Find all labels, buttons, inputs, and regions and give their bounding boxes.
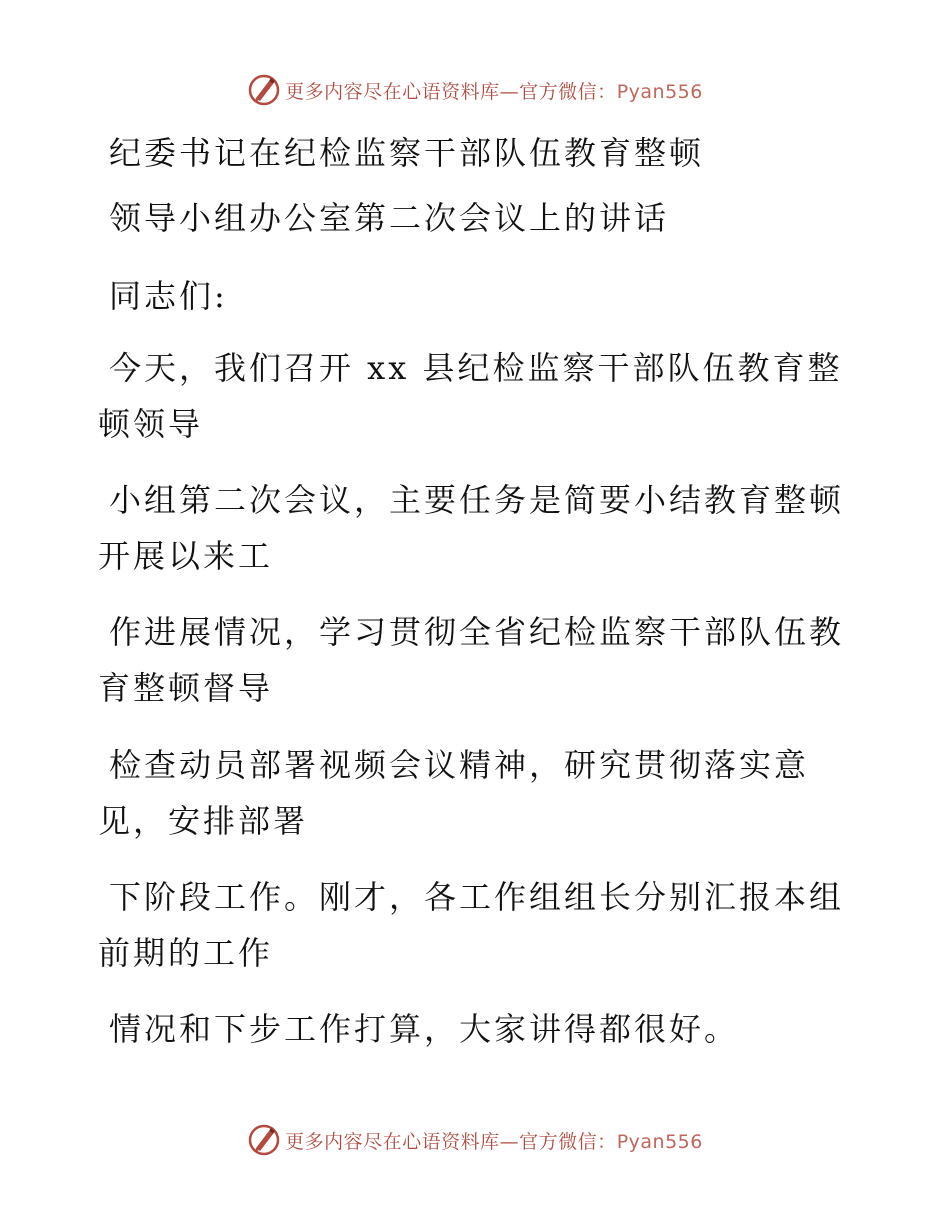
paragraph-2-line-1: 小组第二次会议，主要任务是简要小结教育整顿 [109,481,845,519]
pen-logo-icon [247,1123,281,1157]
watermark-text: 更多内容尽在心语资料库—官方微信：Pyan556 [285,80,703,103]
title-line-1: 纪委书记在纪检监察干部队伍教育整顿 [109,134,705,172]
title-line-2: 领导小组办公室第二次会议上的讲话 [109,199,670,237]
footer-watermark [0,1122,950,1158]
paragraph-1-line-2: 顿领导 [98,405,204,443]
greeting: 同志们: [109,277,228,315]
paragraph-3-line-2: 育整顿督导 [98,669,274,707]
paragraph-4-line-2: 见，安排部署 [98,802,309,840]
paragraph-3-line-1: 作进展情况，学习贯彻全省纪检监察干部队伍教 [109,613,845,651]
paragraph-4-line-1: 检查动员部署视频会议精神，研究贯彻落实意 [109,746,810,784]
watermark-text: 更多内容尽在心语资料库—官方微信：Pyan556 [285,1130,703,1153]
paragraph-1-line-1: 今天，我们召开 xx 县纪检监察干部队伍教育整 [109,349,843,387]
paragraph-5-line-2: 前期的工作 [98,934,274,972]
paragraph-6-line-1: 情况和下步工作打算，大家讲得都很好。 [109,1010,740,1048]
pen-logo-icon [247,73,281,107]
paragraph-2-line-2: 开展以来工 [98,537,274,575]
header-watermark [0,72,950,108]
paragraph-5-line-1: 下阶段工作。刚才，各工作组组长分别汇报本组 [109,878,845,916]
